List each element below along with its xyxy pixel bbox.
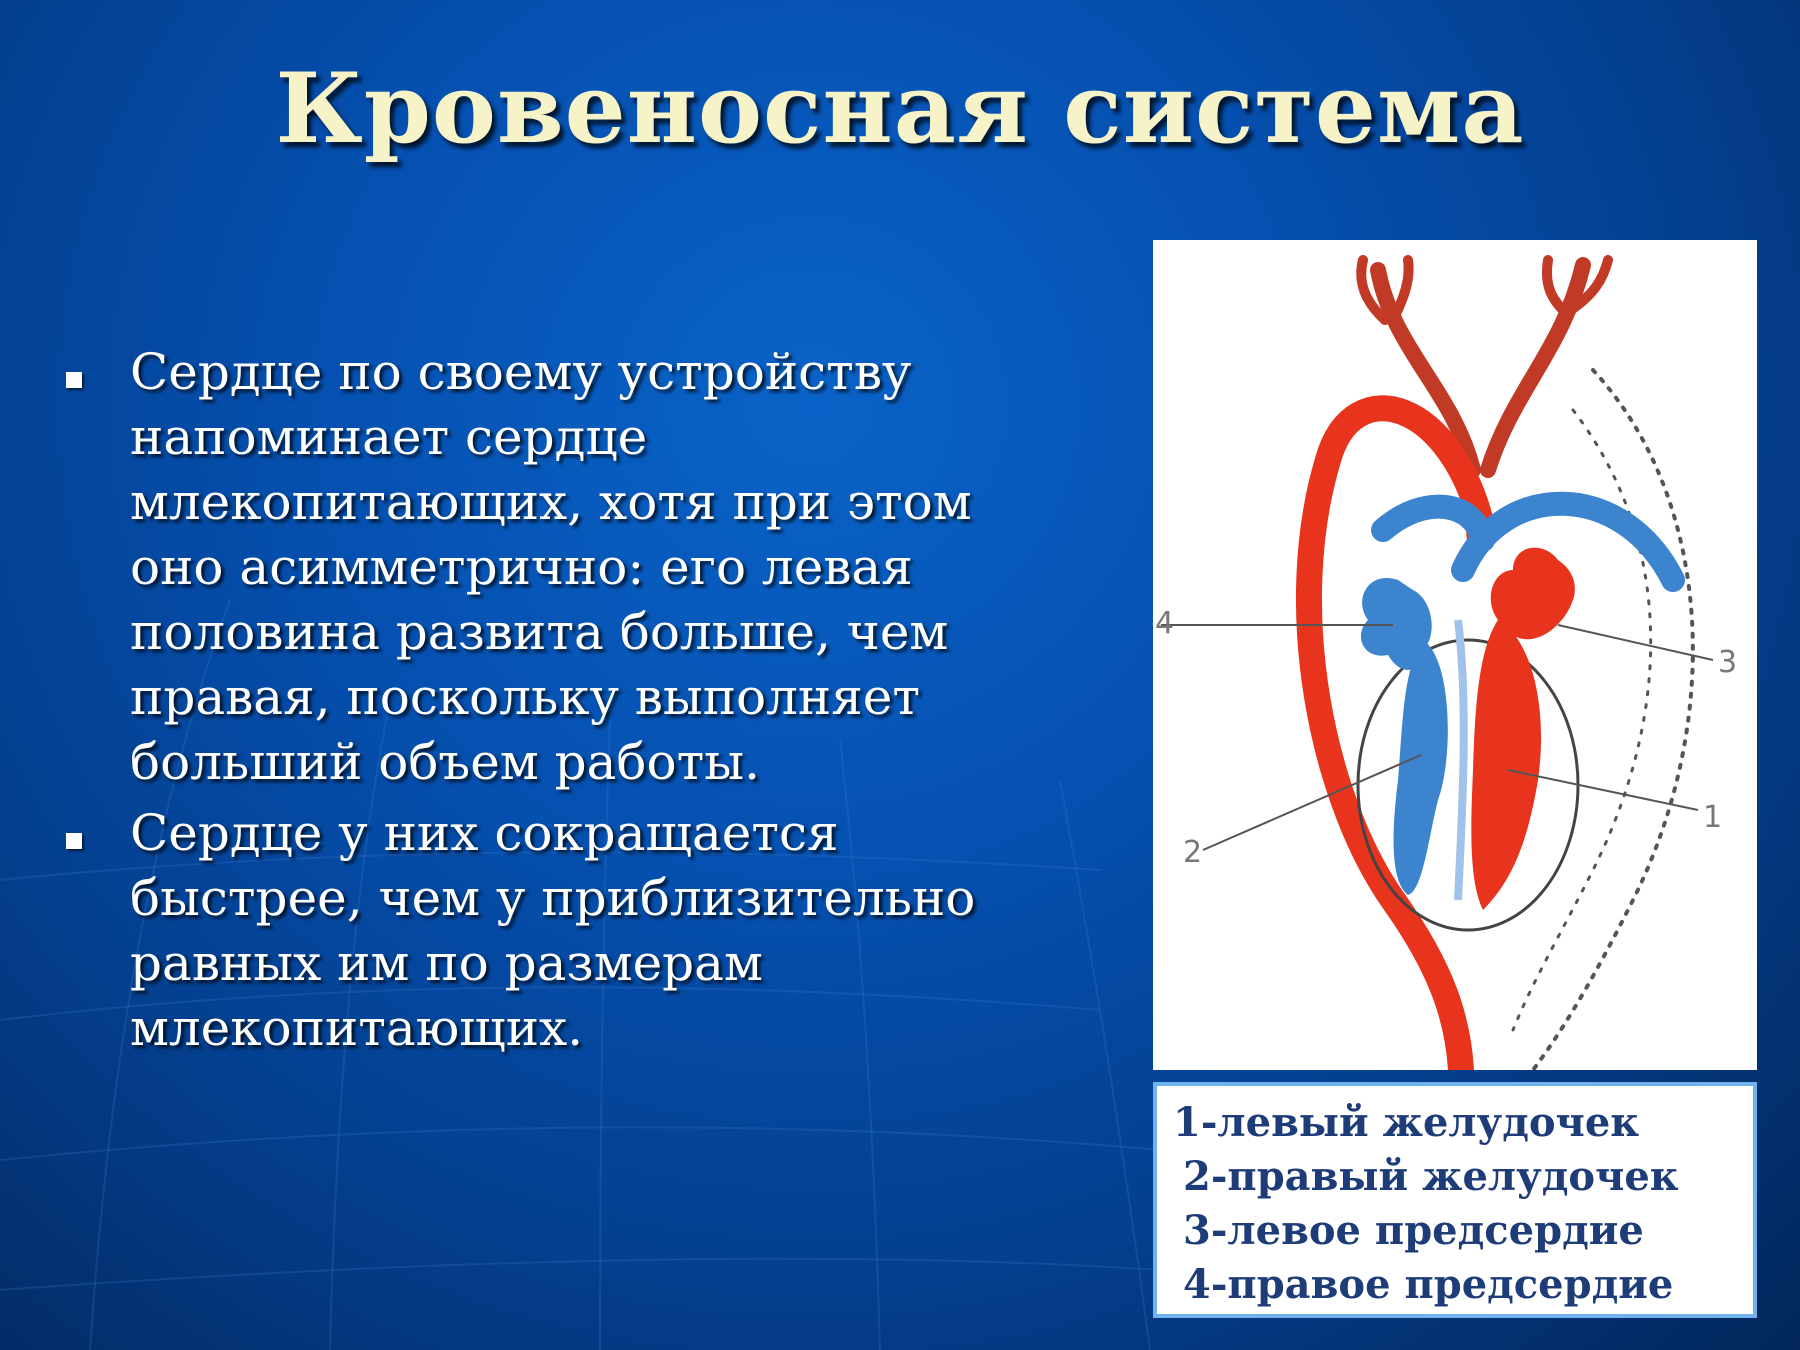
diagram-marker: 1 (1703, 800, 1723, 835)
heart-diagram-illustration (1153, 240, 1757, 1070)
right-ventricle (1394, 640, 1448, 895)
bullet-list (60, 340, 1020, 1067)
diagram-marker: 4 (1155, 606, 1175, 641)
legend-item: 2-правый желудочек (1183, 1153, 1679, 1200)
legend-item: 3-левое предсердие (1183, 1207, 1644, 1254)
heart-outline (1358, 640, 1578, 930)
diagram-marker: 3 (1718, 645, 1738, 680)
bullet-item (60, 340, 1020, 795)
bullet-text: Сердце по своему устройству напоминает сердце млекопитающих, хотя при этом оно асимметрично: его левая половина развита больше, чем правая, поскольку выполняет больший объем работы. (130, 343, 972, 791)
square-bullet-icon (66, 833, 82, 849)
dotted-outline (1533, 370, 1693, 1070)
legend-box (1153, 1082, 1757, 1318)
diagram-marker: 2 (1183, 835, 1203, 870)
bullet-text: Сердце у них сокращается быстрее, чем у приблизительно равных им по размерам млекопитающих. (130, 804, 976, 1057)
artery-branch-right (1488, 265, 1583, 470)
legend-item: 4-правое предсердие (1183, 1261, 1674, 1308)
leader-line-1 (1508, 770, 1698, 810)
left-ventricle (1471, 620, 1541, 910)
slide-title: Кровеносная система (275, 52, 1525, 165)
bullet-item (60, 801, 1020, 1061)
square-bullet-icon (66, 372, 82, 388)
septum (1458, 620, 1464, 900)
leader-line-2 (1203, 755, 1421, 850)
leader-line-3 (1558, 625, 1713, 660)
vein-right (1463, 504, 1673, 580)
heart-diagram (1153, 240, 1757, 1070)
legend-item: 1-левый желудочек (1173, 1099, 1640, 1146)
